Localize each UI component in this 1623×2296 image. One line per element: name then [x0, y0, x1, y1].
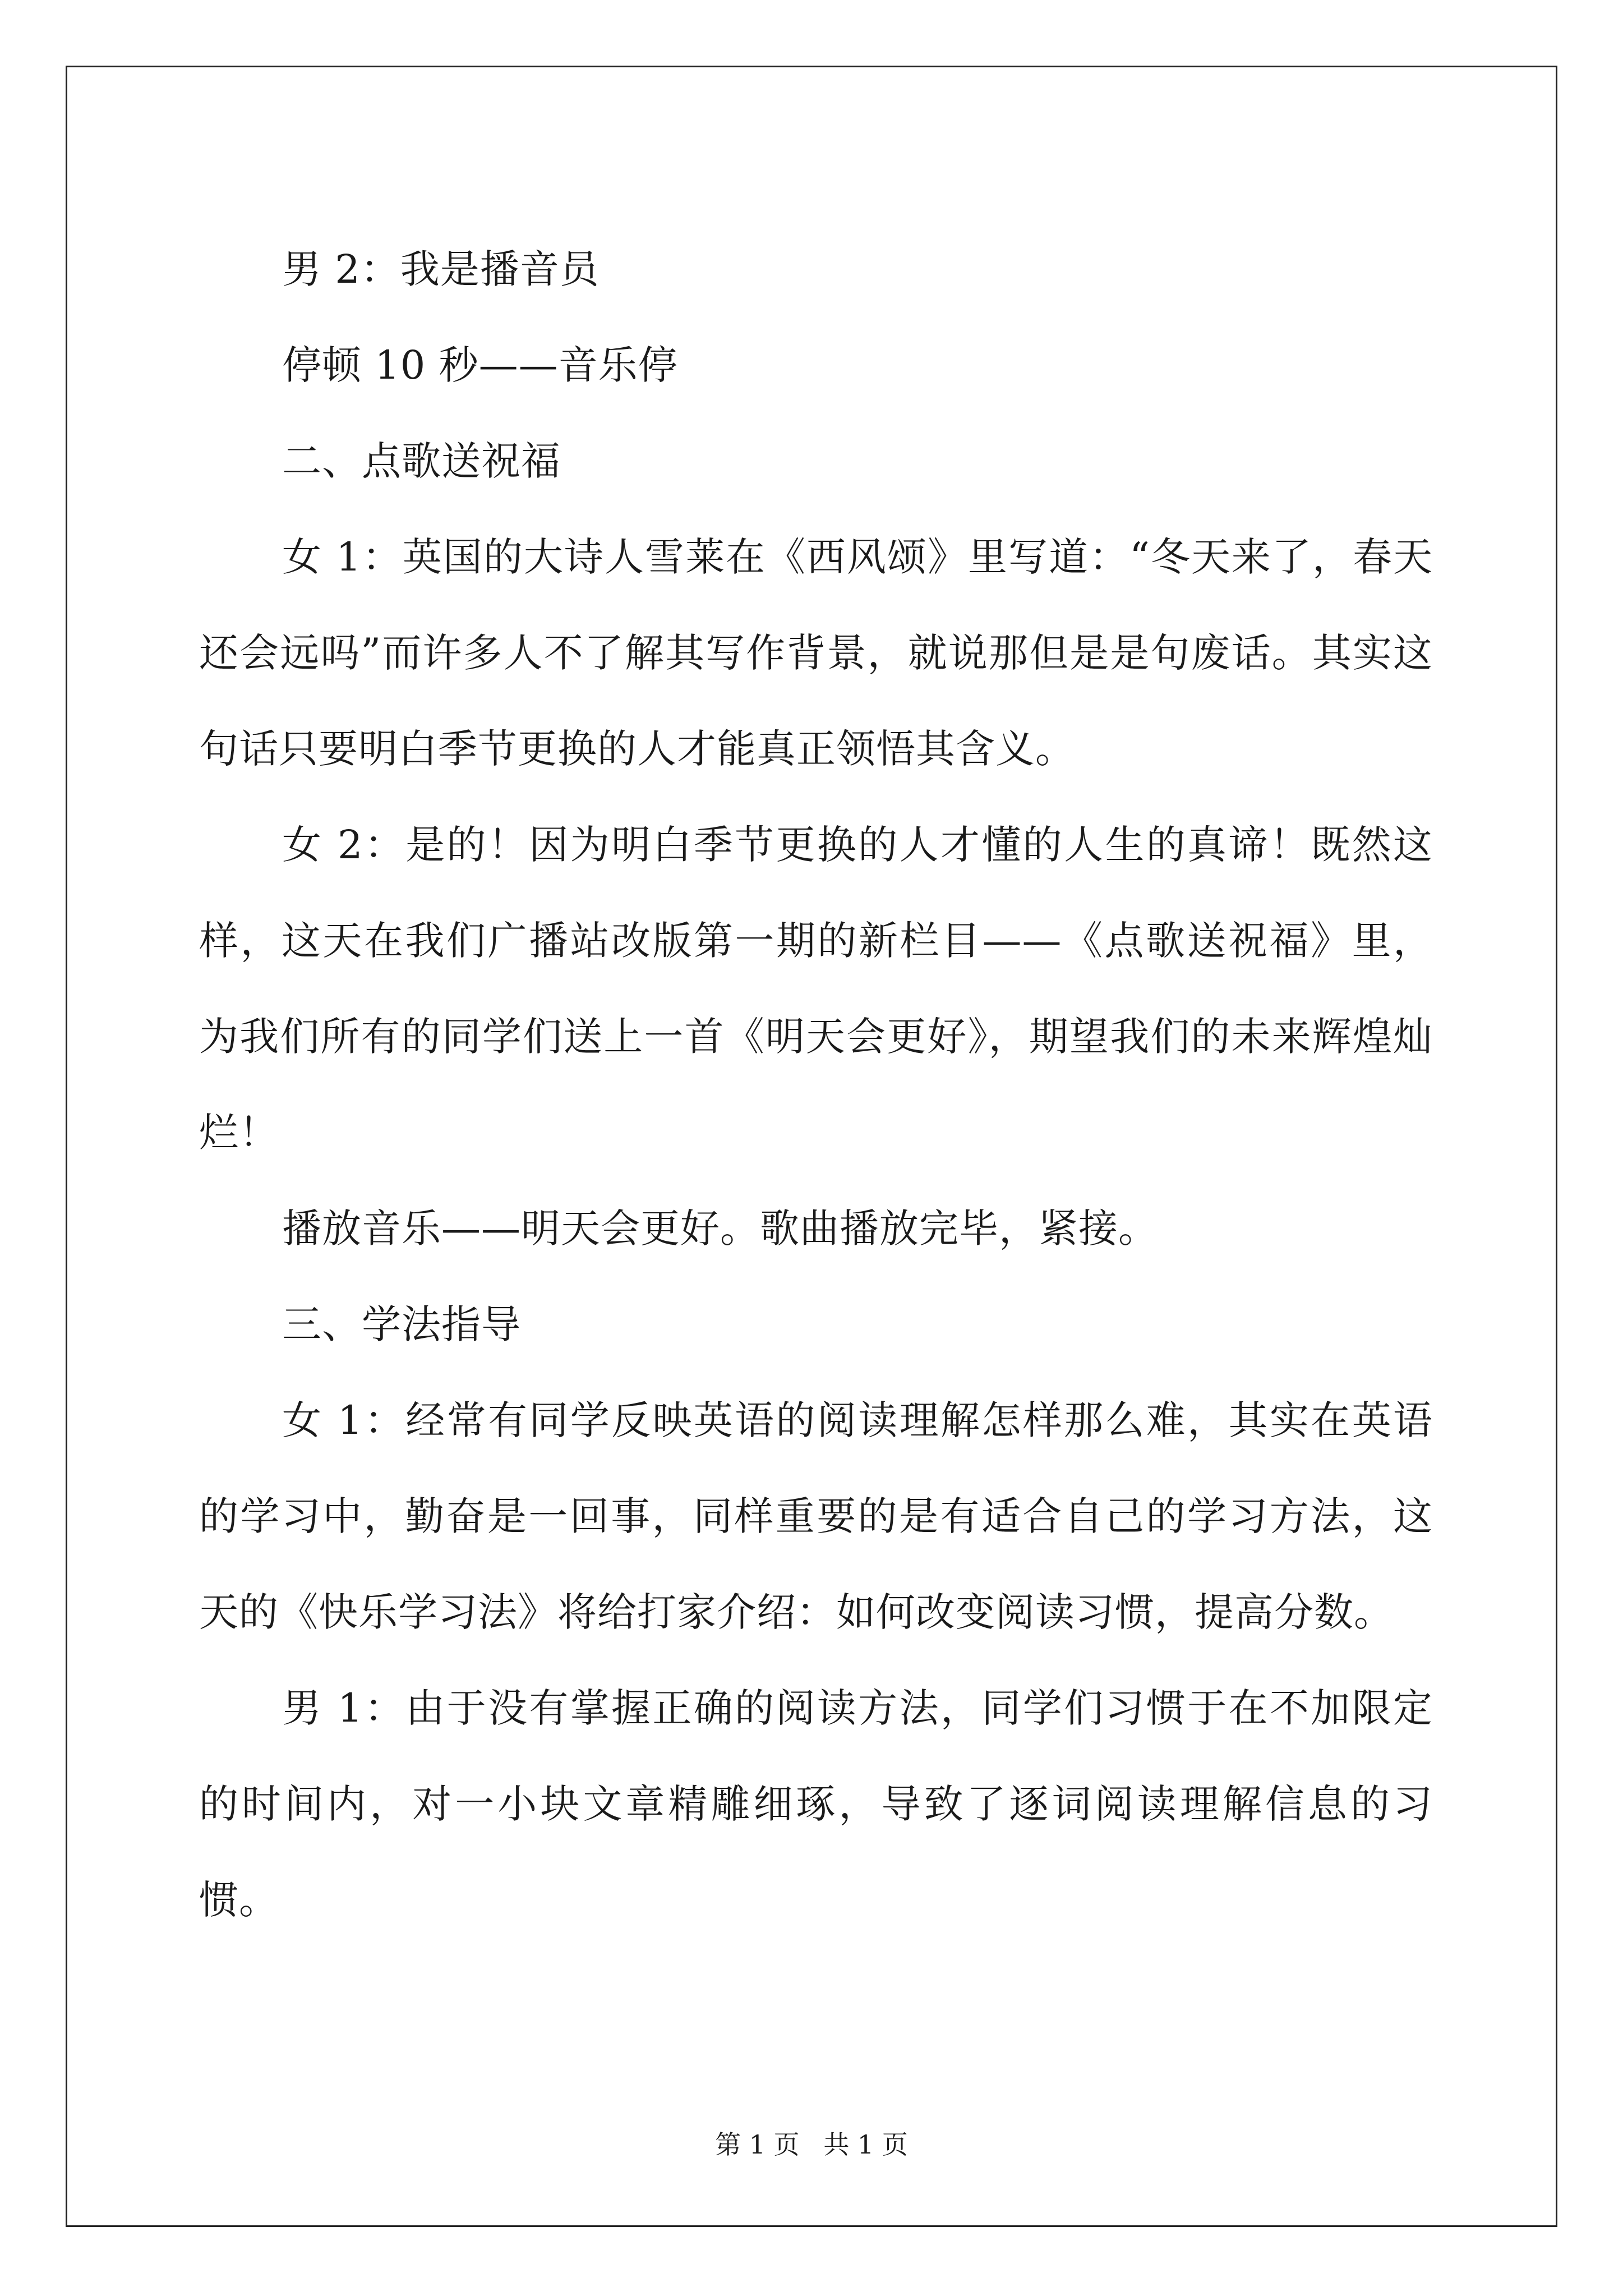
paragraph-speaker-male2: 男 2：我是播音员: [282, 246, 600, 292]
section-heading-study-methods: 三、学法指导: [282, 1301, 521, 1347]
document-body: [199, 222, 1433, 1948]
page-number-current: 第 1 页: [715, 2129, 800, 2160]
paragraph-female2-song: 女 2：是的！因为明白季节更换的人才懂的人生的真谛！既然这样，这天在我们广播站改版第一期的新栏目——《点歌送祝福》里，为我们所有的同学们送上一首《明天会更好》，期望我们的未来辉煌灿烂！: [199, 822, 1433, 1156]
paragraph-male1-reading-habit: 男 1：由于没有掌握正确的阅读方法，同学们习惯于在不加限定的时间内，对一小块文章精雕细琢，导致了逐词阅读理解信息的习惯。: [199, 1685, 1433, 1923]
paragraph-female1-shelley: 女 1：英国的大诗人雪莱在《西风颂》里写道：“冬天来了，春天还会远吗”而许多人不了解其写作背景，就说那但是是句废话。其实这句话只要明白季节更换的人才能真正领悟其含义。: [199, 534, 1433, 772]
paragraph-female1-reading: 女 1：经常有同学反映英语的阅读理解怎样那么难，其实在英语的学习中，勤奋是一回事，同样重要的是有适合自己的学习方法，这天的《快乐学习法》将给打家介绍：如何改变阅读习惯，提高分数。: [199, 1397, 1433, 1635]
page-number-total: 共 1 页: [823, 2129, 908, 2160]
page-footer: [0, 2128, 1623, 2161]
paragraph-play-music: 播放音乐——明天会更好。歌曲播放完毕，紧接。: [282, 1205, 1158, 1251]
paragraph-pause-note: 停顿 10 秒——音乐停: [282, 342, 678, 388]
section-heading-song-request: 二、点歌送祝福: [282, 438, 561, 484]
